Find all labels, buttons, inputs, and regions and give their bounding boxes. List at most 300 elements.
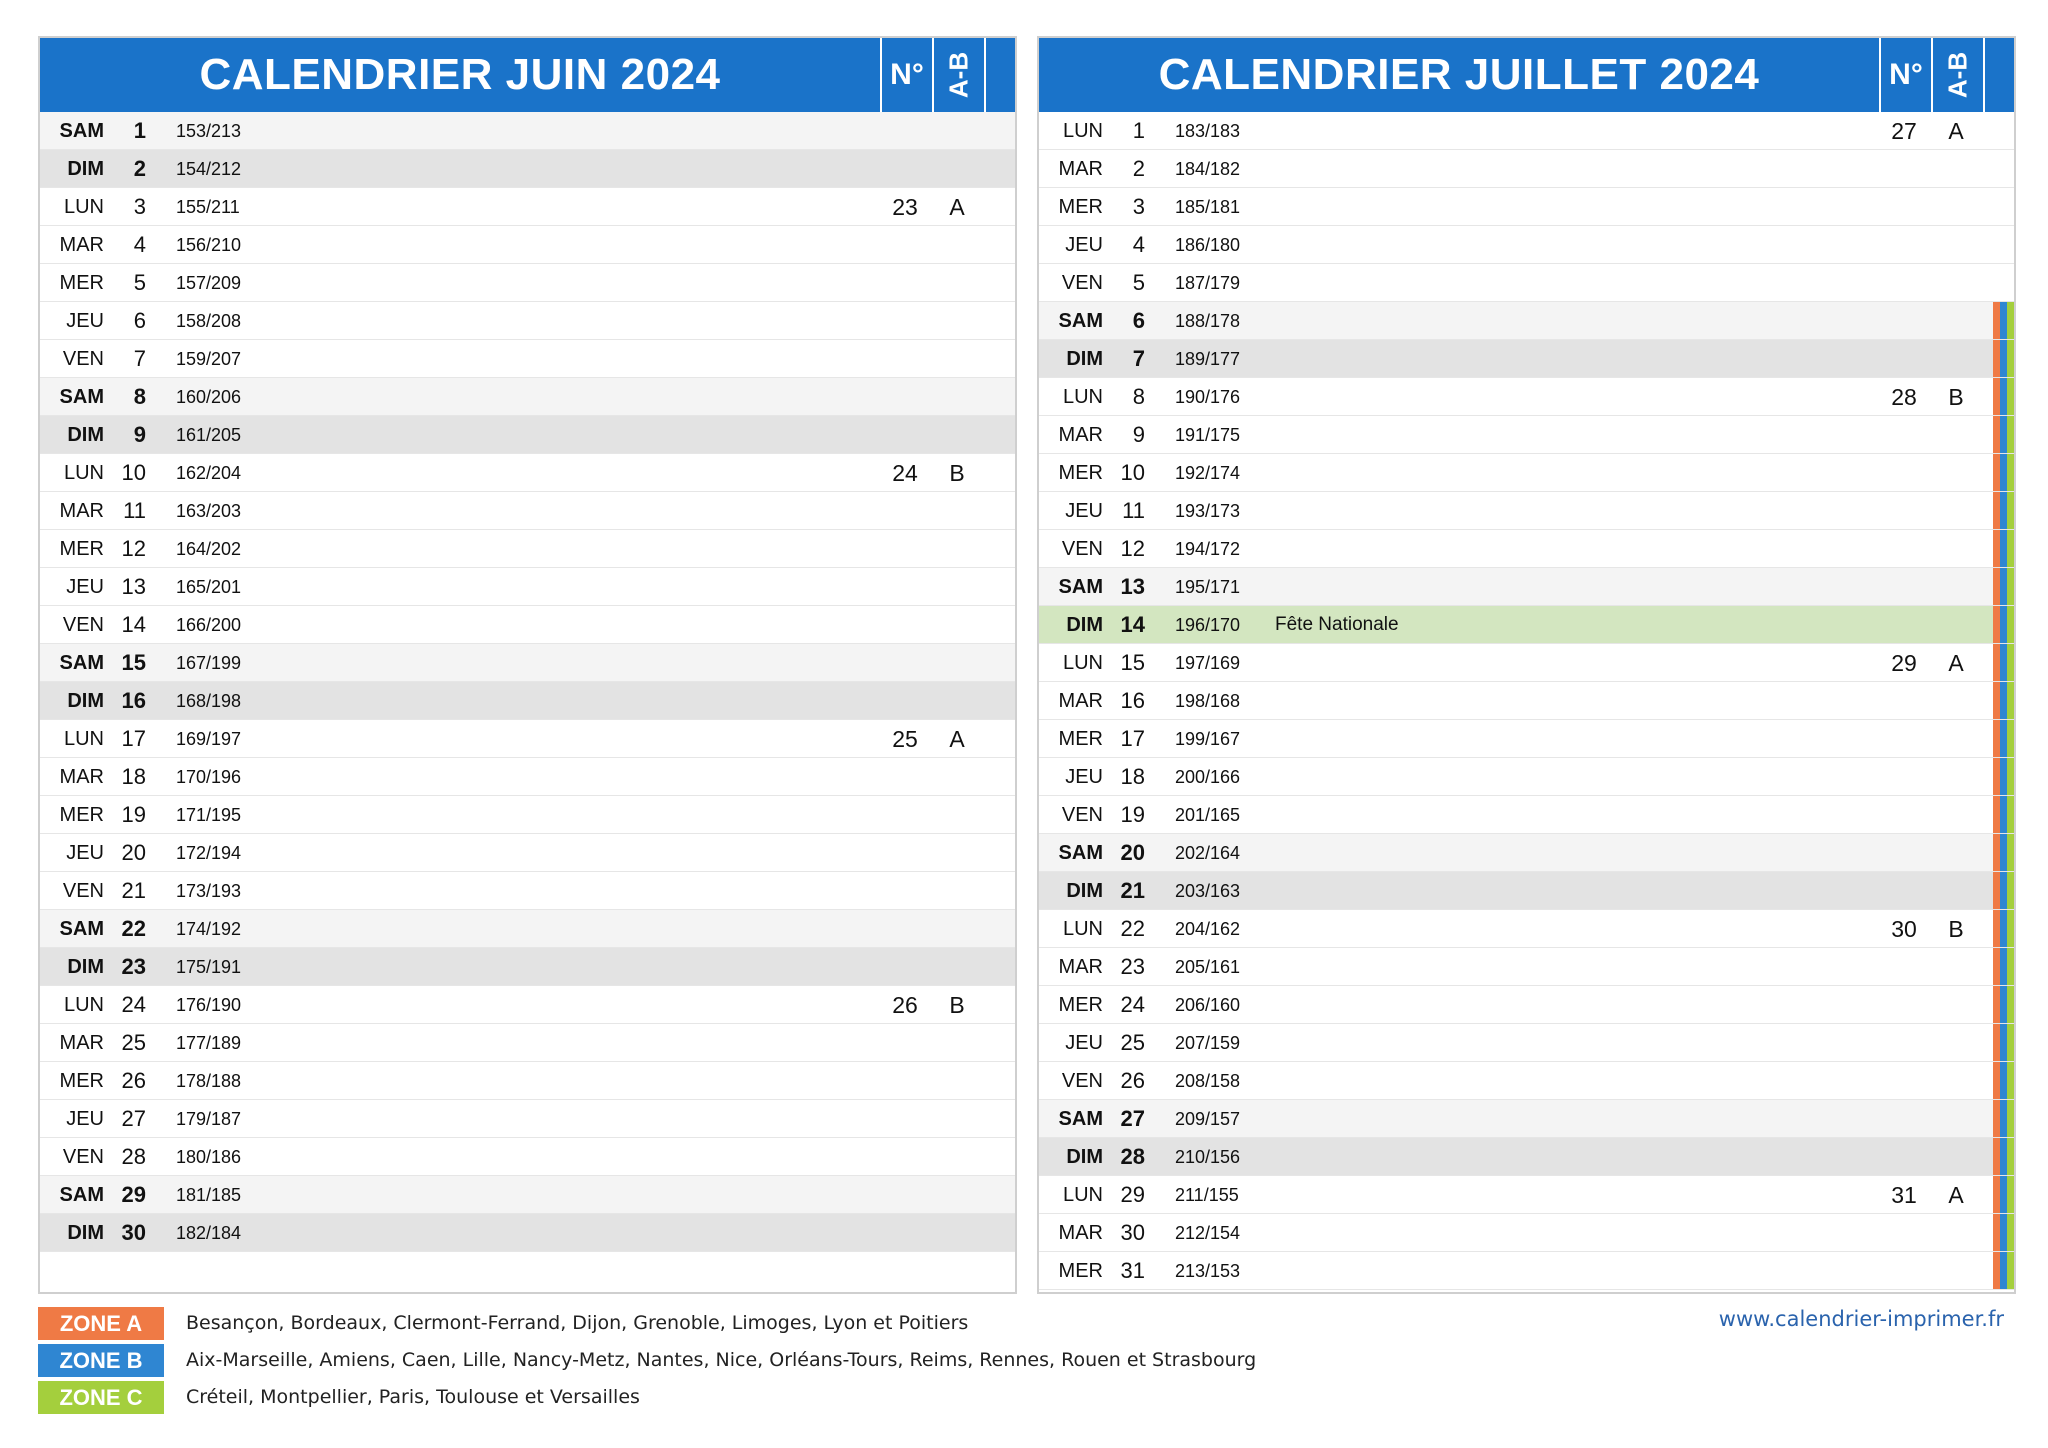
week-number: 25: [892, 726, 918, 752]
school-holiday-zones: [1993, 454, 2014, 491]
day-number: 27: [1120, 1106, 1145, 1131]
zone-a-holiday-marker: [1993, 1138, 2000, 1175]
day-of-week: MAR: [59, 766, 104, 788]
day-of-year: 158/208: [176, 311, 242, 331]
zone-a-holiday-marker: [1993, 758, 2000, 795]
zone-b-holiday-marker: [2000, 910, 2007, 947]
july-title: CALENDRIER JUILLET 2024: [1158, 50, 1760, 99]
zone-a-holiday-marker: [1993, 568, 2000, 605]
zone-a-holiday-marker: [1993, 910, 2000, 947]
day-number: 22: [121, 916, 146, 941]
day-of-year: 157/209: [176, 273, 242, 293]
zone-c-holiday-marker: [2007, 948, 2014, 985]
zone-b-holiday-marker: [2000, 948, 2007, 985]
day-number: 29: [121, 1182, 146, 1207]
zone-c-holiday-marker: [2007, 1100, 2014, 1137]
day-of-week: LUN: [1062, 652, 1103, 674]
day-of-week: SAM: [59, 386, 104, 408]
june-header: [40, 38, 1015, 112]
day-number: 11: [123, 498, 146, 523]
day-of-week: VEN: [1061, 804, 1103, 826]
day-of-year: 179/187: [176, 1109, 242, 1129]
ab-week: B: [1948, 916, 1964, 942]
zone-b-holiday-marker: [2000, 682, 2007, 719]
day-of-year: 176/190: [176, 995, 242, 1015]
day-of-week: DIM: [1066, 614, 1103, 636]
day-of-week: SAM: [59, 1184, 104, 1206]
day-of-week: SAM: [1058, 576, 1103, 598]
day-of-week: MAR: [1058, 1222, 1103, 1244]
calendar-day-row: [1039, 1176, 2014, 1214]
calendar-day-row: [1039, 302, 2014, 340]
zone-b-holiday-marker: [2000, 340, 2007, 377]
day-of-year: 165/201: [176, 577, 242, 597]
school-holiday-zones: [1993, 530, 2014, 567]
ab-week: A: [949, 194, 965, 220]
school-holiday-zones: [1993, 1024, 2014, 1061]
calendar-day-row: [40, 682, 1015, 720]
day-number: 4: [133, 232, 146, 257]
day-of-year: 212/154: [1175, 1223, 1241, 1243]
zone-b-holiday-marker: [2000, 568, 2007, 605]
ab-week: A: [1948, 118, 1964, 144]
day-of-year: 196/170: [1175, 615, 1241, 635]
day-of-year: 164/202: [176, 539, 242, 559]
day-of-year: 211/155: [1175, 1185, 1239, 1205]
day-number: 21: [1120, 878, 1145, 903]
day-of-year: 187/179: [1175, 273, 1241, 293]
zone-a-holiday-marker: [1993, 302, 2000, 339]
zone-a-holiday-marker: [1993, 948, 2000, 985]
day-of-year: 194/172: [1175, 539, 1241, 559]
zone-c-holiday-marker: [2007, 644, 2014, 681]
day-of-week: MER: [1058, 728, 1103, 750]
school-holiday-zones: [1993, 378, 2014, 415]
day-of-year: 191/175: [1175, 425, 1241, 445]
calendar-day-row: [40, 758, 1015, 796]
day-of-week: DIM: [67, 158, 104, 180]
calendar-day-row: [1039, 492, 2014, 530]
day-of-year: 163/203: [176, 501, 242, 521]
week-number: 31: [1891, 1182, 1917, 1208]
week-number: 27: [1891, 118, 1917, 144]
day-number: 1: [133, 118, 146, 143]
day-number: 16: [121, 688, 146, 713]
school-holiday-zones: [1993, 492, 2014, 529]
day-of-week: LUN: [63, 462, 104, 484]
zone-a-holiday-marker: [1993, 340, 2000, 377]
day-of-year: 207/159: [1175, 1033, 1241, 1053]
calendar-day-row: [1039, 378, 2014, 416]
day-of-year: 166/200: [176, 615, 242, 635]
zone-c-holiday-marker: [2007, 872, 2014, 909]
day-number: 15: [121, 650, 146, 675]
week-number-header: N°: [880, 38, 932, 112]
day-of-year: 199/167: [1175, 729, 1241, 749]
school-holiday-zones: [1993, 948, 2014, 985]
calendar-day-row: [40, 302, 1015, 340]
day-number: 13: [1120, 574, 1145, 599]
june-calendar: [38, 36, 1017, 1294]
zone-c-holiday-marker: [2007, 720, 2014, 757]
day-of-year: 192/174: [1175, 463, 1241, 483]
calendar-day-row: [1039, 834, 2014, 872]
zone-a-holiday-marker: [1993, 1176, 2000, 1213]
day-number: 22: [1120, 916, 1145, 941]
day-number: 19: [121, 802, 146, 827]
school-holiday-zones: [1993, 682, 2014, 719]
zone-c-holiday-marker: [2007, 682, 2014, 719]
day-of-year: 181/185: [176, 1185, 242, 1205]
school-holiday-zones: [1993, 606, 2014, 643]
calendar-day-row: [1039, 226, 2014, 264]
day-number: 23: [1120, 954, 1145, 979]
day-of-year: 169/197: [176, 729, 242, 749]
zone-c-holiday-marker: [2007, 1024, 2014, 1061]
zone-c-holiday-marker: [2007, 606, 2014, 643]
day-number: 24: [121, 992, 146, 1017]
calendar-day-row: [40, 1176, 1015, 1214]
calendar-day-row: [1039, 150, 2014, 188]
zone-c-holiday-marker: [2007, 340, 2014, 377]
july-header: [1039, 38, 2014, 112]
zone-b-cities: Aix-Marseille, Amiens, Caen, Lille, Nancy-Metz, Nantes, Nice, Orléans-Tours, Reims, Rennes, Rouen et Strasbourg: [186, 1349, 1257, 1371]
day-number: 30: [1120, 1220, 1145, 1245]
zone-a-holiday-marker: [1993, 492, 2000, 529]
day-of-week: MER: [1058, 994, 1103, 1016]
day-of-week: VEN: [62, 348, 104, 370]
day-of-year: 190/176: [1175, 387, 1241, 407]
day-of-week: DIM: [1066, 880, 1103, 902]
calendar-day-row: [40, 416, 1015, 454]
zone-b-holiday-marker: [2000, 302, 2007, 339]
zone-c-holiday-marker: [2007, 1062, 2014, 1099]
day-number: 8: [133, 384, 146, 409]
july-calendar: [1037, 36, 2016, 1294]
day-of-year: 205/161: [1175, 957, 1241, 977]
ab-week: A: [1948, 650, 1964, 676]
zone-a-holiday-marker: [1993, 606, 2000, 643]
ab-week-header-label: A-B: [1942, 51, 1973, 99]
zone-a-holiday-marker: [1993, 1252, 2000, 1289]
day-number: 25: [121, 1030, 146, 1055]
calendar-day-row: [40, 1100, 1015, 1138]
zone-c-holiday-marker: [2007, 1176, 2014, 1213]
day-of-year: 186/180: [1175, 235, 1241, 255]
day-number: 6: [133, 308, 146, 333]
zone-c-holiday-marker: [2007, 302, 2014, 339]
day-number: 14: [121, 612, 146, 637]
day-number: 5: [1132, 270, 1145, 295]
calendar-day-row: [1039, 986, 2014, 1024]
day-of-year: 175/191: [176, 957, 242, 977]
zone-c-holiday-marker: [2007, 492, 2014, 529]
day-number: 14: [1120, 612, 1145, 637]
zone-c-holiday-marker: [2007, 1252, 2014, 1289]
day-number: 6: [1132, 308, 1145, 333]
zone-b-holiday-marker: [2000, 1100, 2007, 1137]
school-holiday-zones: [1993, 1100, 2014, 1137]
june-rows: [40, 112, 1015, 1252]
day-of-week: JEU: [1065, 766, 1103, 788]
day-of-year: 173/193: [176, 881, 242, 901]
day-of-week: DIM: [67, 690, 104, 712]
day-of-year: 177/189: [176, 1033, 242, 1053]
week-number-header: N°: [1879, 38, 1931, 112]
day-number: 13: [121, 574, 146, 599]
zone-c-holiday-marker: [2007, 986, 2014, 1023]
school-holiday-zones: [1993, 1214, 2014, 1251]
day-of-week: VEN: [1061, 1070, 1103, 1092]
day-of-year: 162/204: [176, 463, 242, 483]
zone-c-holiday-marker: [2007, 1138, 2014, 1175]
zone-b-holiday-marker: [2000, 758, 2007, 795]
day-of-week: VEN: [62, 880, 104, 902]
calendar-day-row: [1039, 1024, 2014, 1062]
day-number: 1: [1132, 118, 1145, 143]
ab-week-header: [1931, 38, 1985, 112]
week-number: 29: [1891, 650, 1917, 676]
calendar-day-row: [1039, 454, 2014, 492]
day-of-week: MER: [1058, 462, 1103, 484]
calendar-day-row: [40, 340, 1015, 378]
day-number: 12: [1120, 536, 1145, 561]
calendar-day-row: [1039, 1252, 2014, 1290]
ab-week: B: [949, 460, 965, 486]
calendar-day-row: [40, 910, 1015, 948]
day-number: 10: [1120, 460, 1145, 485]
day-number: 19: [1120, 802, 1145, 827]
calendar-day-row: [40, 226, 1015, 264]
day-of-year: 182/184: [176, 1223, 242, 1243]
zone-b-holiday-marker: [2000, 530, 2007, 567]
day-number: 3: [1132, 194, 1145, 219]
day-of-year: 202/164: [1175, 843, 1241, 863]
day-of-year: 188/178: [1175, 311, 1241, 331]
zone-c-holiday-marker: [2007, 796, 2014, 833]
zone-c-holiday-marker: [2007, 568, 2014, 605]
day-number: 5: [133, 270, 146, 295]
zone-a-holiday-marker: [1993, 416, 2000, 453]
school-holiday-zones: [1993, 1062, 2014, 1099]
day-of-week: MAR: [1058, 690, 1103, 712]
calendar-day-row: [1039, 568, 2014, 606]
day-of-week: MER: [59, 1070, 104, 1092]
day-of-year: 184/182: [1175, 159, 1241, 179]
calendar-day-row: [1039, 948, 2014, 986]
day-of-week: MAR: [59, 234, 104, 256]
day-of-year: 153/213: [176, 121, 242, 141]
zone-a-holiday-marker: [1993, 834, 2000, 871]
july-rows: [1039, 112, 2014, 1290]
day-number: 12: [121, 536, 146, 561]
calendar-day-row: [40, 1024, 1015, 1062]
website-link[interactable]: www.calendrier-imprimer.fr: [1718, 1307, 2004, 1331]
zone-c-holiday-marker: [2007, 910, 2014, 947]
day-number: 27: [121, 1106, 146, 1131]
day-of-week: VEN: [1061, 272, 1103, 294]
ab-week: B: [1948, 384, 1964, 410]
zone-a-holiday-marker: [1993, 454, 2000, 491]
day-number: 24: [1120, 992, 1145, 1017]
ab-week: B: [949, 992, 965, 1018]
day-of-week: LUN: [63, 728, 104, 750]
day-of-week: VEN: [62, 1146, 104, 1168]
calendar-day-row: [40, 720, 1015, 758]
ab-week: A: [1948, 1182, 1964, 1208]
calendar-day-row: [1039, 872, 2014, 910]
day-of-year: 206/160: [1175, 995, 1241, 1015]
zone-c-holiday-marker: [2007, 758, 2014, 795]
calendar-day-row: [1039, 340, 2014, 378]
zone-b-badge: ZONE B: [38, 1344, 164, 1377]
june-title: CALENDRIER JUIN 2024: [199, 50, 721, 99]
day-number: 3: [133, 194, 146, 219]
zone-a-holiday-marker: [1993, 1100, 2000, 1137]
day-of-year: 213/153: [1175, 1261, 1241, 1281]
day-number: 18: [1120, 764, 1145, 789]
day-number: 4: [1132, 232, 1145, 257]
day-number: 28: [121, 1144, 146, 1169]
day-of-week: JEU: [1065, 1032, 1103, 1054]
day-number: 31: [1120, 1258, 1145, 1283]
day-of-year: 204/162: [1175, 919, 1241, 939]
day-of-week: JEU: [66, 576, 104, 598]
day-of-year: 180/186: [176, 1147, 242, 1167]
day-of-week: SAM: [59, 652, 104, 674]
day-number: 10: [121, 460, 146, 485]
ab-week-header: [932, 38, 986, 112]
calendar-day-row: [1039, 264, 2014, 302]
day-number: 17: [121, 726, 146, 751]
zone-b-holiday-marker: [2000, 1252, 2007, 1289]
calendar-day-row: [40, 150, 1015, 188]
school-holiday-zones: [1993, 416, 2014, 453]
zone-b-holiday-marker: [2000, 416, 2007, 453]
zone-c-holiday-marker: [2007, 378, 2014, 415]
school-holiday-zones: [1993, 834, 2014, 871]
day-of-week: LUN: [1062, 918, 1103, 940]
calendar-day-row: [1039, 758, 2014, 796]
calendar-day-row: [40, 378, 1015, 416]
day-number: 23: [121, 954, 146, 979]
day-of-year: 156/210: [176, 235, 242, 255]
day-of-week: VEN: [62, 614, 104, 636]
calendar-day-row: [40, 454, 1015, 492]
zone-b-holiday-marker: [2000, 986, 2007, 1023]
zone-b-holiday-marker: [2000, 1214, 2007, 1251]
day-of-year: 198/168: [1175, 691, 1241, 711]
day-of-week: SAM: [59, 120, 104, 142]
school-holiday-zones: [1993, 872, 2014, 909]
day-number: 9: [133, 422, 146, 447]
day-of-week: MER: [59, 538, 104, 560]
calendar-day-row: [1039, 530, 2014, 568]
zone-b-holiday-marker: [2000, 1024, 2007, 1061]
week-number: 26: [892, 992, 918, 1018]
week-number: 28: [1891, 384, 1917, 410]
day-of-week: MER: [1058, 196, 1103, 218]
day-of-year: 171/195: [176, 805, 242, 825]
school-holiday-zones: [1993, 758, 2014, 795]
calendar-day-row: [1039, 112, 2014, 150]
calendar-day-row: [40, 568, 1015, 606]
school-holiday-zones: [1993, 1176, 2014, 1213]
zone-b-holiday-marker: [2000, 606, 2007, 643]
calendar-day-row: [40, 644, 1015, 682]
day-number: 11: [1122, 498, 1145, 523]
day-of-week: DIM: [67, 956, 104, 978]
zone-b-holiday-marker: [2000, 1138, 2007, 1175]
calendar-day-row: [1039, 1214, 2014, 1252]
day-of-year: 193/173: [1175, 501, 1241, 521]
zone-a-holiday-marker: [1993, 720, 2000, 757]
day-of-year: 201/165: [1175, 805, 1241, 825]
day-number: 17: [1120, 726, 1145, 751]
calendar-day-row: [1039, 606, 2014, 644]
day-number: 28: [1120, 1144, 1145, 1169]
day-number: 8: [1132, 384, 1145, 409]
day-of-week: SAM: [1058, 842, 1103, 864]
calendar-day-row: [1039, 416, 2014, 454]
calendar-day-row: [1039, 682, 2014, 720]
day-of-year: 203/163: [1175, 881, 1241, 901]
calendar-day-row: [40, 872, 1015, 910]
day-of-year: 167/199: [176, 653, 242, 673]
calendar-day-row: [40, 1062, 1015, 1100]
week-number: 30: [1891, 916, 1917, 942]
day-of-week: SAM: [1058, 1108, 1103, 1130]
calendar-day-row: [40, 1138, 1015, 1176]
zone-a-holiday-marker: [1993, 796, 2000, 833]
day-of-year: 185/181: [1175, 197, 1241, 217]
zone-c-holiday-marker: [2007, 530, 2014, 567]
calendar-day-row: [40, 1214, 1015, 1252]
day-of-year: 168/198: [176, 691, 242, 711]
calendar-day-row: [40, 606, 1015, 644]
day-number: 21: [121, 878, 146, 903]
day-of-week: DIM: [1066, 1146, 1103, 1168]
day-of-week: VEN: [1061, 538, 1103, 560]
day-of-year: 189/177: [1175, 349, 1241, 369]
school-holiday-zones: [1993, 302, 2014, 339]
zone-b-holiday-marker: [2000, 492, 2007, 529]
zone-a-holiday-marker: [1993, 1214, 2000, 1251]
zone-c-badge: ZONE C: [38, 1381, 164, 1414]
zone-b-holiday-marker: [2000, 720, 2007, 757]
zone-a-holiday-marker: [1993, 986, 2000, 1023]
day-of-year: 160/206: [176, 387, 242, 407]
zone-b-holiday-marker: [2000, 454, 2007, 491]
school-holiday-zones: [1993, 1252, 2014, 1289]
zone-c-holiday-marker: [2007, 454, 2014, 491]
day-of-week: DIM: [67, 424, 104, 446]
day-of-week: SAM: [1058, 310, 1103, 332]
day-number: 25: [1120, 1030, 1145, 1055]
day-of-week: JEU: [66, 310, 104, 332]
zone-b-holiday-marker: [2000, 834, 2007, 871]
day-of-year: 209/157: [1175, 1109, 1241, 1129]
school-holiday-zones: [1993, 720, 2014, 757]
day-number: 18: [121, 764, 146, 789]
zone-b-holiday-marker: [2000, 378, 2007, 415]
day-number: 7: [1132, 346, 1145, 371]
ab-week: A: [949, 726, 965, 752]
day-of-week: JEU: [1065, 500, 1103, 522]
day-of-year: 195/171: [1175, 577, 1241, 597]
event-label: Fête Nationale: [1275, 614, 1399, 635]
day-of-year: 154/212: [176, 159, 242, 179]
